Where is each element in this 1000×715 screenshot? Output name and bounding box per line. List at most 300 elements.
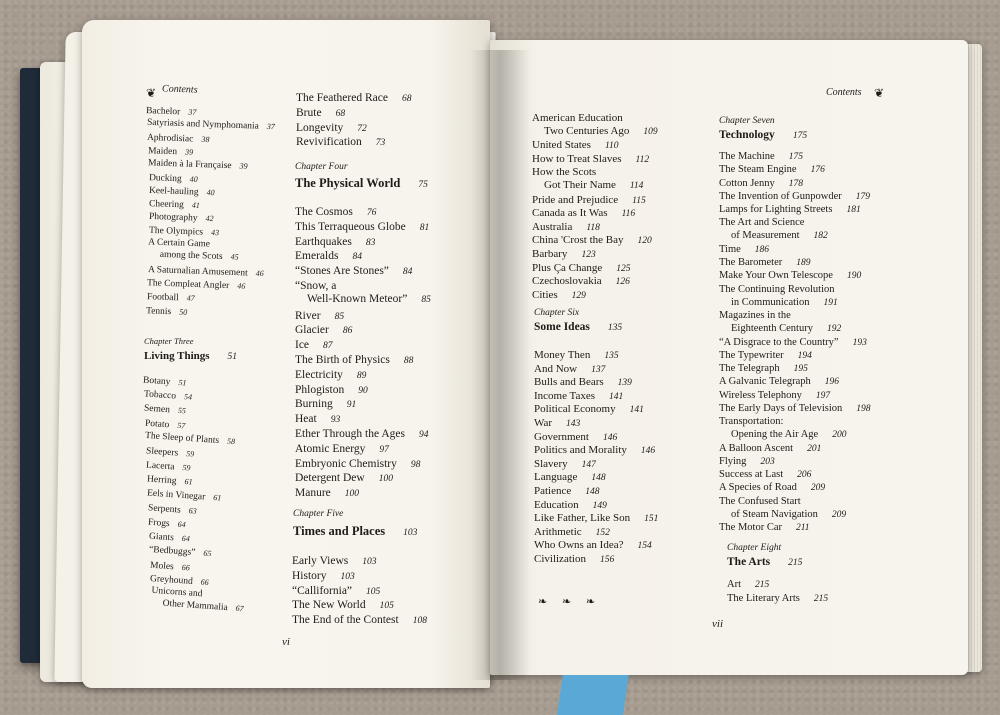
toc-entry-page: 39 xyxy=(239,161,248,171)
right-page-header: Contents xyxy=(826,87,862,98)
toc-entry-page: 66 xyxy=(200,577,210,587)
toc-entry-title: Magazines in the xyxy=(719,310,791,321)
toc-entry-title: And Now xyxy=(534,362,578,375)
toc-entry-title: Cotton Jenny xyxy=(719,177,775,189)
toc-entry-page: 193 xyxy=(852,337,867,348)
chapter-title: The Physical World 75 xyxy=(295,176,428,190)
toc-entry-page: 135 xyxy=(604,351,619,361)
toc-entry-title: Maiden à la Française xyxy=(147,158,232,172)
toc-entry-title: Ice xyxy=(295,339,310,352)
toc-entry-title: Flying xyxy=(719,455,747,467)
toc-entry-title: Wireless Telephony xyxy=(719,389,802,401)
toc-entry-page: 148 xyxy=(585,487,600,497)
toc-entry-title: The New World xyxy=(292,599,366,612)
chapter-label: Chapter Six xyxy=(534,308,580,318)
toc-entry xyxy=(534,553,614,567)
toc-entry-title: Keel-hauling xyxy=(148,185,199,198)
toc-entry-page: 37 xyxy=(266,122,276,132)
toc-entry-title: A Balloon Ascent xyxy=(719,442,794,454)
toc-entry-title: Frogs xyxy=(147,517,170,530)
toc-entry-page: 89 xyxy=(356,370,367,381)
toc-entry xyxy=(719,203,861,217)
leaf-ornament-icon: ❦ xyxy=(146,86,157,100)
toc-entry xyxy=(532,262,631,276)
toc-entry-title: Barbary xyxy=(532,248,568,260)
toc-entry-title: Tennis xyxy=(145,305,172,317)
toc-entry xyxy=(295,324,352,338)
toc-entry-page: 57 xyxy=(176,420,186,430)
toc-entry xyxy=(534,526,610,540)
toc-entry xyxy=(719,442,821,456)
toc-entry xyxy=(719,481,825,495)
toc-entry-title: Plus Ça Change xyxy=(532,261,603,274)
toc-entry-page: 195 xyxy=(793,364,808,374)
toc-entry xyxy=(148,517,186,532)
toc-entry-title: Potato xyxy=(144,418,170,430)
toc-entry-page: 37 xyxy=(188,107,197,117)
toc-entry-page: 68 xyxy=(335,108,346,119)
toc-entry-page: 46 xyxy=(255,268,264,278)
toc-entry-title: The Typewriter xyxy=(719,349,784,361)
toc-entry xyxy=(292,585,380,599)
toc-entry-title: Photography xyxy=(148,212,198,224)
toc-entry-page: 94 xyxy=(418,430,429,440)
toc-entry-title: Emeralds xyxy=(295,250,339,263)
toc-entry xyxy=(295,206,376,220)
toc-entry-page: 181 xyxy=(846,205,861,215)
toc-entry xyxy=(534,499,607,513)
toc-entry-title-cont: Got Their Name 114 xyxy=(544,179,644,192)
toc-entry xyxy=(719,389,830,403)
toc-entry-title: The Motor Car xyxy=(719,522,782,533)
toc-entry-page: 45 xyxy=(230,252,239,262)
toc-entry-page: 109 xyxy=(643,127,658,137)
toc-entry xyxy=(149,198,200,212)
toc-entry-title: Cities xyxy=(532,288,558,301)
toc-entry-title: The Confused Start xyxy=(719,495,801,507)
toc-entry-title: American Education xyxy=(532,112,623,124)
toc-entry-page: 191 xyxy=(823,297,838,308)
toc-entry-title: Education xyxy=(534,498,579,511)
toc-entry-title: Make Your Own Telescope xyxy=(719,270,833,282)
toc-entry-title: Glacier xyxy=(295,324,329,337)
toc-entry-title: Politics and Morality xyxy=(534,444,627,457)
toc-entry xyxy=(534,539,652,553)
toc-entry-title: Manure xyxy=(295,487,331,500)
toc-entry xyxy=(147,132,210,146)
toc-entry-page: 40 xyxy=(206,187,215,197)
toc-entry-title: Phlogiston xyxy=(295,383,345,396)
toc-entry-title: Government xyxy=(534,430,589,443)
toc-entry-title-cont: among the Scots 45 xyxy=(159,249,239,263)
toc-entry-title: Herring xyxy=(146,474,177,487)
toc-entry xyxy=(296,122,367,136)
toc-entry-title: Longevity xyxy=(296,121,344,134)
toc-entry-page: 84 xyxy=(352,252,362,263)
toc-entry-page: 148 xyxy=(591,473,606,484)
toc-entry-page: 61 xyxy=(213,492,222,503)
toc-entry-page: 51 xyxy=(178,377,187,388)
toc-entry xyxy=(534,349,619,363)
toc-entry-title: Sleepers xyxy=(145,446,179,459)
toc-entry-page: 84 xyxy=(402,267,413,278)
toc-entry-page: 86 xyxy=(342,326,353,337)
toc-entry-page: 149 xyxy=(592,500,607,511)
toc-entry-page: 47 xyxy=(186,293,195,304)
toc-entry-title: Time xyxy=(719,243,741,255)
toc-entry-title: Detergent Dew xyxy=(295,472,365,485)
toc-entry-title: The Telegraph xyxy=(719,363,780,374)
toc-entry-page: 201 xyxy=(807,443,822,454)
toc-entry-page: 190 xyxy=(846,271,862,282)
chapter-label: Chapter Four xyxy=(295,162,348,172)
toc-entry-page: 123 xyxy=(581,250,596,260)
toc-entry-title-cont: Opening the Air Age 200 xyxy=(731,429,847,440)
toc-entry-title-cont: Eighteenth Century 192 xyxy=(731,323,842,334)
toc-entry-title: Who Owns an Idea? xyxy=(534,539,624,552)
toc-entry-page: 50 xyxy=(179,306,188,317)
toc-entry-page: 154 xyxy=(637,541,652,552)
toc-entry xyxy=(148,237,240,263)
toc-entry-title: The Barometer xyxy=(719,257,783,268)
toc-entry xyxy=(295,354,413,368)
toc-entry xyxy=(534,444,655,458)
toc-entry-page: 203 xyxy=(760,456,775,467)
toc-entry-page: 55 xyxy=(177,406,187,416)
toc-entry-page: 141 xyxy=(609,391,624,402)
toc-entry-title: Giants xyxy=(148,531,175,544)
toc-entry xyxy=(532,166,643,193)
toc-entry xyxy=(534,485,600,499)
toc-entry-title-cont: Well-Known Meteor” 85 xyxy=(307,293,431,305)
toc-entry-page: 206 xyxy=(797,470,812,480)
toc-entry-title: Eels in Vinegar xyxy=(146,488,206,503)
toc-entry-title: The Cosmos xyxy=(295,206,353,218)
toc-entry-page: 73 xyxy=(375,138,386,149)
toc-entry-page: 196 xyxy=(824,377,840,388)
toc-entry-page: 67 xyxy=(235,603,245,614)
chapter-label: Chapter Seven xyxy=(719,116,775,126)
toc-entry xyxy=(532,234,652,248)
fleuron-ornament-icon: ❧ ❧ ❧ xyxy=(538,596,602,608)
toc-entry-page: 116 xyxy=(621,209,636,220)
chapter-title: Living Things 51 xyxy=(144,350,238,362)
toc-entry-title: How the Scots xyxy=(532,166,597,179)
toc-entry xyxy=(719,216,828,243)
toc-entry-title: A Certain Game xyxy=(148,237,211,250)
toc-entry-title: Football xyxy=(146,292,179,304)
toc-entry xyxy=(532,289,586,303)
toc-entry-title: The End of the Contest xyxy=(292,614,399,627)
toc-entry-title: The Compleat Angler xyxy=(146,278,230,292)
toc-entry-page: 100 xyxy=(378,474,393,485)
toc-entry xyxy=(295,369,366,383)
toc-entry xyxy=(149,185,215,199)
toc-entry xyxy=(532,207,635,221)
toc-entry-title: Patience xyxy=(534,485,572,497)
toc-entry-title: Australia xyxy=(532,220,573,233)
toc-entry xyxy=(534,390,623,404)
toc-entry-page: 81 xyxy=(419,222,430,233)
toc-entry xyxy=(719,402,871,416)
toc-entry-title: Earthquakes xyxy=(295,235,352,248)
toc-entry xyxy=(719,468,811,482)
toc-entry-title: This Terraqueous Globe xyxy=(295,220,406,233)
toc-entry-page: 139 xyxy=(617,378,632,389)
toc-entry-page: 72 xyxy=(357,123,367,134)
toc-entry-title: Art xyxy=(727,579,741,590)
toc-entry xyxy=(534,363,605,377)
toc-entry xyxy=(534,417,580,431)
toc-entry-page: 65 xyxy=(203,549,212,559)
toc-entry-page: 83 xyxy=(365,237,376,248)
toc-entry xyxy=(719,415,846,442)
toc-entry-title: Botany xyxy=(142,375,171,388)
toc-entry xyxy=(532,112,658,139)
toc-entry-page: 147 xyxy=(581,459,596,470)
toc-entry xyxy=(292,599,394,613)
toc-entry xyxy=(292,555,377,569)
toc-entry-page: 182 xyxy=(813,231,828,242)
toc-entry-title: “Stones Are Stones” xyxy=(295,265,389,278)
toc-entry-title: The Feathered Race xyxy=(296,92,388,104)
toc-entry-title: Civilization xyxy=(534,553,586,565)
toc-entry-title: Transportation: xyxy=(719,416,784,427)
toc-entry-page: 42 xyxy=(205,214,214,224)
toc-entry-title: “Bedbuggs” xyxy=(148,545,196,559)
toc-entry-page: 98 xyxy=(410,459,421,470)
toc-entry-title: “Snow, a xyxy=(295,280,337,292)
toc-entry xyxy=(146,305,188,318)
bookmark-ribbon xyxy=(557,675,629,715)
toc-entry xyxy=(534,376,632,390)
toc-entry-page: 105 xyxy=(366,586,381,597)
toc-entry-title-cont: of Steam Navigation 209 xyxy=(731,508,847,520)
toc-entry-title: Lacerta xyxy=(145,460,175,473)
toc-entry-title: “A Disgrace to the Country” xyxy=(719,336,839,348)
toc-entry-title: Revivification xyxy=(296,136,362,149)
toc-entry-page: 59 xyxy=(185,449,195,459)
toc-entry xyxy=(719,495,846,522)
toc-entry-page: 93 xyxy=(330,415,341,426)
toc-entry xyxy=(532,194,646,208)
toc-entry-page: 143 xyxy=(566,419,581,429)
toc-entry-page: 125 xyxy=(616,263,631,274)
toc-entry-title-cont: of Measurement 182 xyxy=(731,230,828,242)
toc-entry-title: Electricity xyxy=(295,368,343,381)
toc-entry-page: 200 xyxy=(832,430,847,440)
chapter-label: Chapter Five xyxy=(293,509,344,519)
toc-entry-title: Moles xyxy=(149,560,175,572)
toc-entry-page: 100 xyxy=(344,489,360,500)
toc-entry-page: 209 xyxy=(831,509,847,520)
toc-entry xyxy=(719,150,803,164)
toc-entry xyxy=(296,136,385,150)
toc-entry-page: 63 xyxy=(188,505,198,516)
toc-entry-title: The Continuing Revolution xyxy=(719,283,835,295)
toc-entry xyxy=(532,248,596,262)
toc-entry-title: Tobacco xyxy=(143,389,177,402)
toc-entry-title: Burning xyxy=(295,398,333,411)
toc-entry xyxy=(295,487,359,501)
toc-entry xyxy=(532,153,649,167)
toc-entry-page: 146 xyxy=(602,432,618,443)
toc-entry-page: 61 xyxy=(184,477,193,487)
toc-entry-page: 64 xyxy=(181,534,191,544)
toc-entry xyxy=(719,163,825,177)
toc-entry xyxy=(719,362,808,376)
toc-entry xyxy=(295,310,344,324)
toc-entry xyxy=(295,280,431,307)
toc-entry-title-cont: Other Mammalia 67 xyxy=(162,598,245,614)
toc-entry-page: 85 xyxy=(421,295,431,305)
toc-entry-page: 66 xyxy=(181,562,191,572)
toc-entry-title: Maiden xyxy=(147,146,178,158)
toc-entry xyxy=(296,92,411,106)
toc-entry xyxy=(534,512,658,526)
toc-entry-page: 108 xyxy=(412,616,427,627)
toc-entry-title: River xyxy=(295,309,321,322)
toc-entry-title: Cheering xyxy=(148,199,184,211)
toc-entry-page: 189 xyxy=(796,258,811,268)
toc-entry-title: Slavery xyxy=(534,457,568,470)
toc-entry xyxy=(719,256,811,270)
toc-entry-title: Arithmetic xyxy=(534,525,582,538)
toc-entry-title: Money Then xyxy=(534,349,591,361)
toc-entry-title: Lamps for Lighting Streets xyxy=(719,204,833,215)
toc-entry xyxy=(295,250,362,264)
toc-entry-title: A Saturnalian Amusement xyxy=(147,264,248,279)
toc-entry-page: 197 xyxy=(815,390,831,401)
chapter-title: The Arts 215 xyxy=(727,556,803,568)
toc-entry-page: 41 xyxy=(191,200,200,210)
toc-entry-title: History xyxy=(292,569,327,582)
toc-entry xyxy=(532,139,619,153)
toc-entry-title: Early Views xyxy=(292,555,349,567)
toc-entry xyxy=(295,472,393,486)
toc-entry-page: 43 xyxy=(210,227,220,237)
toc-entry-title: The Olympics xyxy=(148,225,204,238)
toc-entry-page: 152 xyxy=(595,527,610,538)
toc-entry-page: 137 xyxy=(591,364,606,375)
toc-entry-page: 211 xyxy=(796,523,810,533)
toc-entry-page: 215 xyxy=(813,593,829,604)
toc-entry-title: United States xyxy=(532,139,591,152)
toc-entry-title: Brute xyxy=(296,106,322,119)
toc-entry-title-cont: Two Centuries Ago 109 xyxy=(544,125,658,137)
toc-entry-title: Bulls and Bears xyxy=(534,376,604,389)
toc-entry-page: 54 xyxy=(183,392,193,402)
toc-entry-title: Pride and Prejudice xyxy=(532,193,619,206)
toc-entry xyxy=(534,403,644,417)
toc-entry-page: 38 xyxy=(201,134,210,144)
toc-entry xyxy=(534,431,617,445)
toc-entry-title: A Galvanic Telegraph xyxy=(719,376,811,388)
toc-entry-title: Heat xyxy=(295,413,317,426)
toc-entry-page: 156 xyxy=(599,555,615,565)
toc-entry-page: 215 xyxy=(755,580,770,590)
toc-entry xyxy=(719,283,838,310)
toc-entry-page: 110 xyxy=(604,141,619,152)
toc-entry-title: Ducking xyxy=(148,172,182,184)
toc-entry xyxy=(719,269,861,283)
toc-entry-page: 112 xyxy=(635,154,650,165)
chapter-title: Times and Places 103 xyxy=(293,524,418,538)
toc-entry xyxy=(727,578,769,592)
toc-entry-title: The Sleep of Plants xyxy=(144,430,220,446)
toc-entry xyxy=(147,291,195,305)
chapter-title: Technology 175 xyxy=(719,129,808,141)
toc-entry-title: The Machine xyxy=(719,151,775,162)
left-page-number: vi xyxy=(282,636,290,648)
toc-entry-page: 103 xyxy=(362,557,377,567)
toc-entry-page: 129 xyxy=(571,290,586,301)
toc-entry-page: 141 xyxy=(629,405,644,416)
toc-entry-title: The Invention of Gunpowder xyxy=(719,190,842,202)
toc-entry-page: 105 xyxy=(379,601,394,612)
toc-entry-page: 39 xyxy=(184,147,194,157)
toc-entry-page: 115 xyxy=(632,195,646,206)
toc-entry-title: Canada as It Was xyxy=(532,207,608,220)
toc-entry-page: 179 xyxy=(855,191,871,202)
toc-entry xyxy=(719,243,769,257)
toc-entry-title: Ether Through the Ages xyxy=(295,428,405,440)
right-page-number: vii xyxy=(712,618,723,630)
toc-entry xyxy=(295,428,428,442)
toc-entry xyxy=(295,384,368,398)
toc-entry-page: 194 xyxy=(797,350,812,361)
toc-entry xyxy=(534,458,596,472)
toc-entry-title: Political Economy xyxy=(534,403,616,416)
chapter-title: Some Ideas 135 xyxy=(534,321,623,333)
toc-entry xyxy=(292,570,355,584)
toc-entry xyxy=(292,614,427,628)
toc-entry-title: Aphrodisiac xyxy=(146,132,194,145)
toc-entry-page: 97 xyxy=(379,444,389,455)
toc-entry xyxy=(719,190,870,204)
toc-entry-page: 126 xyxy=(615,277,630,288)
toc-entry-page: 146 xyxy=(640,446,656,457)
toc-entry xyxy=(532,275,630,289)
toc-entry xyxy=(719,177,803,191)
chapter-label: Chapter Eight xyxy=(727,543,782,553)
toc-entry xyxy=(295,458,420,472)
toc-entry-title: The Steam Engine xyxy=(719,164,797,176)
toc-entry xyxy=(719,309,841,336)
toc-entry-page: 68 xyxy=(401,94,412,104)
toc-entry xyxy=(727,592,828,606)
toc-entry-page: 59 xyxy=(182,463,191,473)
toc-entry xyxy=(150,559,190,574)
chapter-label: Chapter Three xyxy=(144,336,194,346)
toc-entry-page: 178 xyxy=(788,178,803,189)
toc-entry xyxy=(719,375,839,389)
toc-entry-title: Bachelor xyxy=(145,106,181,118)
toc-entry xyxy=(719,349,812,363)
toc-entry-title: Like Father, Like Son xyxy=(534,512,631,525)
toc-entry-title: The Birth of Physics xyxy=(295,354,390,366)
toc-entry xyxy=(295,339,333,353)
toc-entry-page: 175 xyxy=(788,152,803,162)
toc-entry-title: China 'Crost the Bay xyxy=(532,234,624,247)
toc-entry xyxy=(719,521,810,535)
toc-entry-page: 118 xyxy=(586,222,600,233)
toc-entry-page: 88 xyxy=(403,356,414,366)
book-gutter xyxy=(470,50,530,680)
toc-entry-page: 120 xyxy=(637,236,652,247)
toc-entry-title: Atomic Energy xyxy=(295,442,366,455)
toc-entry-title: War xyxy=(534,417,553,429)
